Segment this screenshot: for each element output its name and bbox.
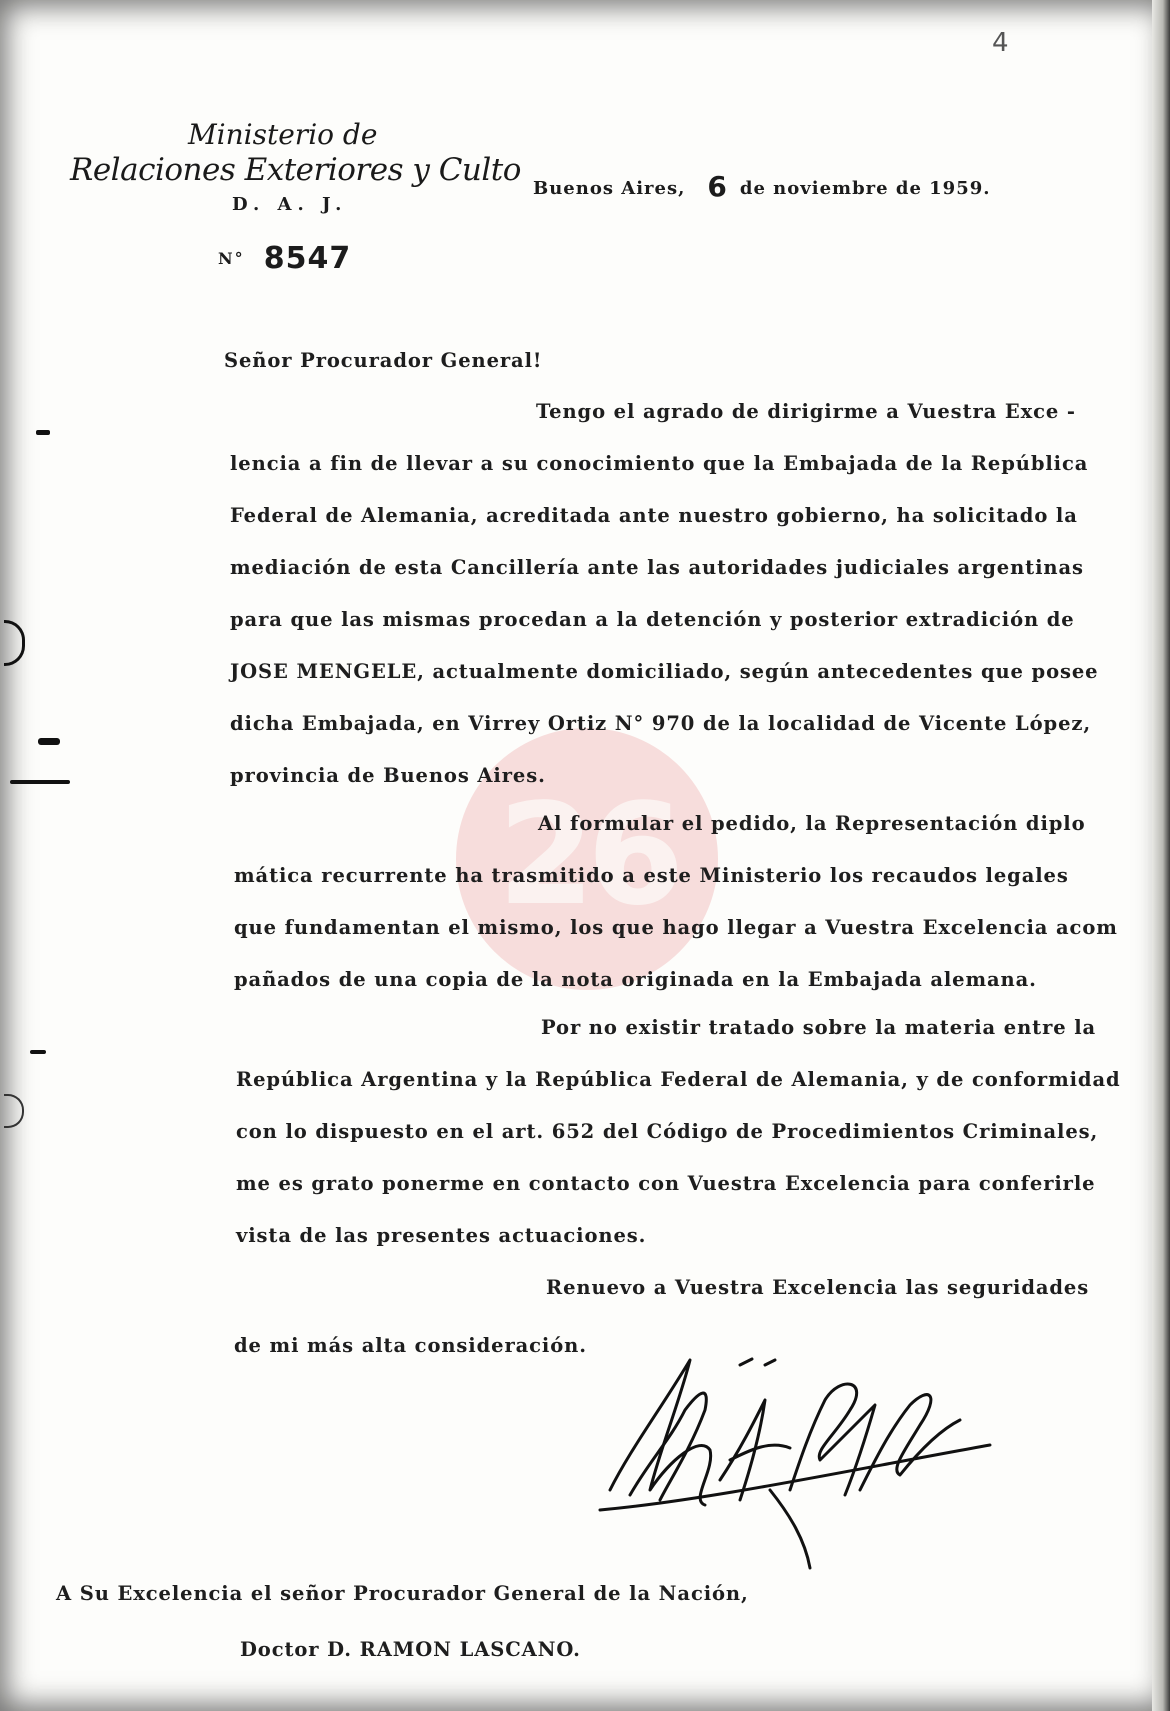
body-line: provincia de Buenos Aires.: [230, 764, 546, 787]
reference-label: N°: [218, 249, 245, 268]
reference-number: [218, 241, 351, 276]
body-line: lencia a fin de llevar a su conocimiento que la Embajada de la República: [230, 452, 1089, 475]
page-edge: [1152, 0, 1170, 1711]
reference-value: 8547: [263, 241, 352, 276]
dateline-day: 6: [707, 170, 728, 203]
closing-line: de mi más alta consideración.: [234, 1334, 587, 1357]
body-line: Por no existir tratado sobre la materia entre la: [541, 1016, 1097, 1039]
binding-mark: [10, 780, 70, 784]
body-line: mediación de esta Cancillería ante las autoridades judiciales argentinas: [230, 556, 1084, 579]
watermark-text: 26: [497, 774, 677, 937]
body-line: Tengo el agrado de dirigirme a Vuestra Exce -: [536, 400, 1076, 423]
department-code: D. A. J.: [232, 194, 348, 215]
addressee-line-2: Doctor D. RAMON LASCANO.: [240, 1638, 581, 1661]
body-line: Federal de Alemania, acreditada ante nuestro gobierno, ha solicitado la: [230, 504, 1078, 527]
body-line: vista de las presentes actuaciones.: [236, 1224, 647, 1247]
binding-mark: [30, 1050, 46, 1054]
ministry-line-2: Relaciones Exteriores y Culto: [70, 152, 521, 188]
addressee-line-1: A Su Excelencia el señor Procurador General de la Nación,: [56, 1582, 749, 1605]
body-line: dicha Embajada, en Virrey Ortiz N° 970 de la localidad de Vicente López,: [230, 712, 1092, 735]
binding-mark: [38, 738, 60, 745]
binding-hole-mark: [4, 620, 25, 666]
handwritten-signature: [590, 1340, 1010, 1570]
body-line: JOSE MENGELE, actualmente domiciliado, según antecedentes que posee: [230, 660, 1099, 683]
body-line: para que las mismas procedan a la detención y posterior extradición de: [230, 608, 1075, 631]
dateline-month-year: de noviembre de 1959.: [739, 178, 991, 199]
dateline-place: Buenos Aires,: [533, 178, 686, 199]
body-line: República Argentina y la República Federal de Alemania, y de conformidad: [236, 1068, 1121, 1091]
binding-mark: [36, 430, 50, 435]
body-line: pañados de una copia de la nota originada en la Embajada alemana.: [234, 968, 1037, 991]
body-line: con lo dispuesto en el art. 652 del Código de Procedimientos Criminales,: [236, 1120, 1099, 1143]
binding-hole-mark: [4, 1094, 24, 1128]
ministry-line-1: Ministerio de: [188, 118, 378, 151]
body-line: me es grato ponerme en contacto con Vuestra Excelencia para conferirle: [236, 1172, 1096, 1195]
dateline: [533, 170, 991, 203]
body-line: que fundamentan el mismo, los que hago llegar a Vuestra Excelencia acom: [234, 916, 1118, 939]
page-number: 4: [992, 28, 1009, 58]
body-line: Al formular el pedido, la Representación diplo: [538, 812, 1086, 835]
body-line: mática recurrente ha trasmitido a este Ministerio los recaudos legales: [234, 864, 1069, 887]
closing-line: Renuevo a Vuestra Excelencia las seguridades: [546, 1276, 1090, 1299]
salutation: Señor Procurador General!: [224, 349, 543, 372]
